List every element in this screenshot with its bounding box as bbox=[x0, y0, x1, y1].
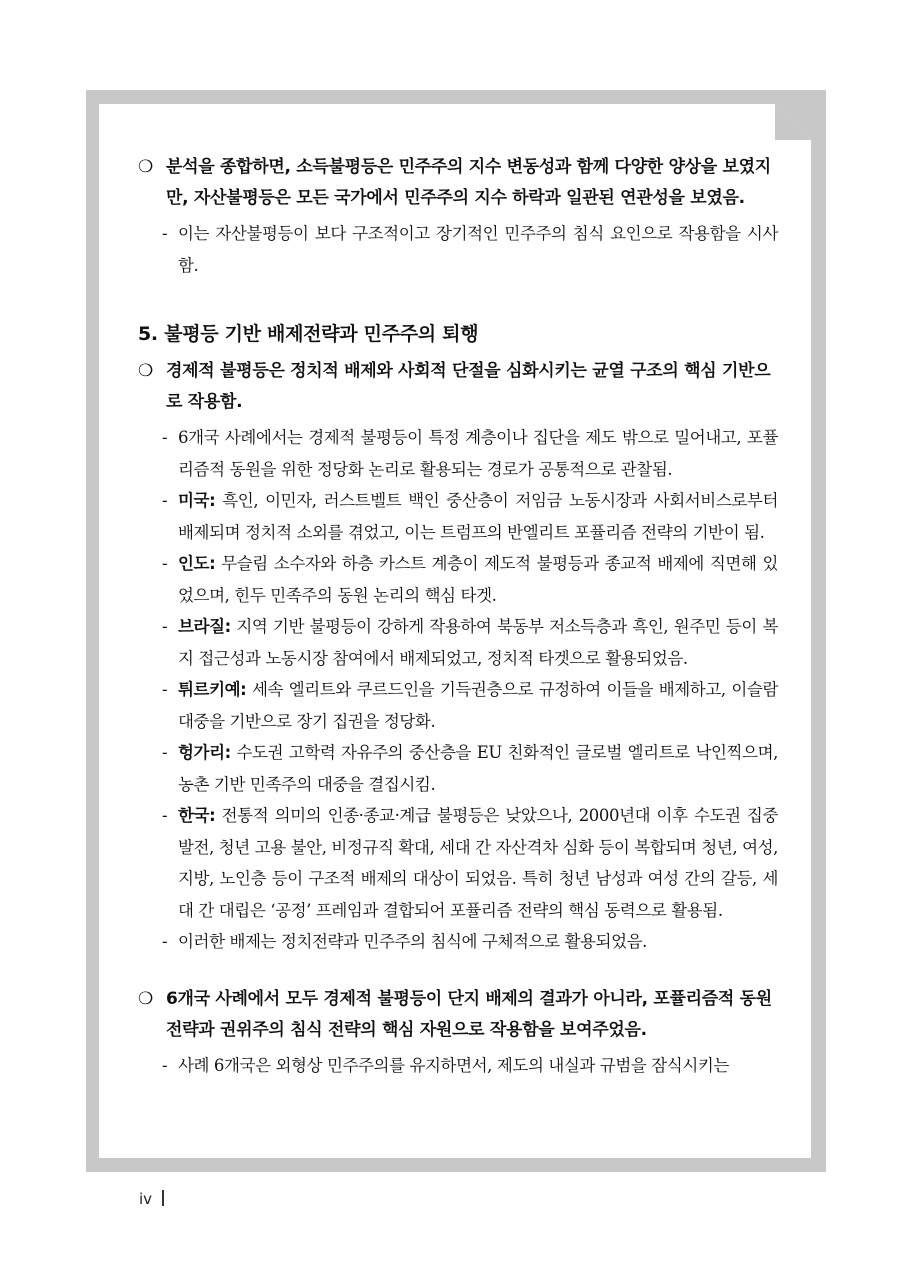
sub-point-hungary bbox=[162, 737, 778, 800]
dash-marker: - bbox=[162, 743, 168, 762]
section-heading: 5. 불평등 기반 배제전략과 민주주의 퇴행 bbox=[138, 323, 479, 345]
sub-text: 이러한 배제는 정치전략과 민주주의 침식에 구체적으로 활용되었음. bbox=[178, 932, 648, 951]
dash-marker: - bbox=[162, 491, 168, 510]
dash-marker: - bbox=[162, 428, 168, 447]
dash-marker: - bbox=[162, 224, 168, 243]
dash-marker: - bbox=[162, 1055, 168, 1075]
circle-bullet-icon: ❍ bbox=[138, 157, 153, 177]
sub-text: 수도권 고학력 자유주의 중산층을 EU 친화적인 글로벌 엘리트로 낙인찍으며, 농촌 기반 민족주의 대중을 결집시킴. bbox=[178, 743, 778, 794]
bullet-text: 분석을 종합하면, 소득불평등은 민주주의 지수 변동성과 함께 다양한 양상을 보였지만, 자산불평등은 모든 국가에서 민주주의 지수 하락과 일관된 연관성을 보였음. bbox=[166, 157, 771, 208]
sub-point-brazil bbox=[162, 611, 778, 674]
sub-point bbox=[162, 1050, 778, 1082]
bullet-text: 6개국 사례에서 모두 경제적 불평등이 단지 배제의 결과가 아니라, 포퓰리즘적 동원 전략과 권위주의 침식 전략의 핵심 자원으로 작용함을 보여주었음. bbox=[166, 988, 772, 1040]
dash-marker: - bbox=[162, 680, 168, 699]
sub-text: 전통적 의미의 인종·종교·계급 불평등은 낮았으나, 2000년대 이후 수도권 집중 발전, 청년 고용 불안, 비정규직 확대, 세대 간 자산격차 심화 등이 복합되며 청년, 여성, 지방, 노인층 등이 구조적 배제의 대상이 되었음. 특히 청년 남성과 여성 간의 갈등, 세대 간 대립은 ‘공정’ 프레임과 결합되어 포퓰리즘 전략의 핵심 동력으로 활용됨. bbox=[178, 806, 778, 920]
sub-text: 이는 자산불평등이 보다 구조적이고 장기적인 민주주의 침식 요인으로 작용함을 시사함. bbox=[178, 224, 778, 275]
dash-marker: - bbox=[162, 806, 168, 825]
country-label: 인도: bbox=[178, 554, 216, 573]
page-number: iv bbox=[139, 1190, 153, 1208]
country-label: 미국: bbox=[178, 491, 216, 510]
sub-text: 6개국 사례에서는 경제적 불평등이 특정 계층이나 집단을 제도 밖으로 밀어내고, 포퓰리즘적 동원을 위한 정당화 논리로 활용되는 경로가 공통적으로 관찰됨. bbox=[178, 428, 778, 479]
sub-point bbox=[162, 926, 778, 958]
sub-point-turkiye bbox=[162, 674, 778, 737]
country-label: 한국: bbox=[178, 806, 216, 825]
sub-point bbox=[162, 422, 778, 485]
circle-bullet-icon: ❍ bbox=[138, 988, 153, 1009]
bullet-point bbox=[138, 152, 778, 214]
dash-marker: - bbox=[162, 617, 168, 636]
bullet-point bbox=[138, 984, 778, 1046]
circle-bullet-icon: ❍ bbox=[138, 361, 153, 381]
sub-point bbox=[162, 218, 778, 281]
country-label: 헝가리: bbox=[178, 743, 231, 762]
document-body bbox=[138, 152, 778, 1081]
dash-marker: - bbox=[162, 932, 168, 951]
sub-text: 세속 엘리트와 쿠르드인을 기득권층으로 규정하여 이들을 배제하고, 이슬람 대중을 기반으로 장기 집권을 정당화. bbox=[178, 680, 778, 731]
sub-point-usa bbox=[162, 485, 778, 548]
sub-text: 흑인, 이민자, 러스트벨트 백인 중산층이 저임금 노동시장과 사회서비스로부터 배제되며 정치적 소외를 겪었고, 이는 트럼프의 반엘리트 포퓰리즘 전략의 기반이 됨. bbox=[178, 491, 778, 542]
sub-text: 무슬림 소수자와 하층 카스트 계층이 제도적 불평등과 종교적 배제에 직면해 있었으며, 힌두 민족주의 동원 논리의 핵심 타겟. bbox=[178, 554, 778, 605]
country-label: 튀르키예: bbox=[178, 680, 247, 699]
country-label: 브라질: bbox=[178, 617, 231, 636]
dash-marker: - bbox=[162, 554, 168, 573]
bullet-point bbox=[138, 356, 778, 418]
sub-text: 지역 기반 불평등이 강하게 작용하여 북동부 저소득층과 흑인, 원주민 등이 복지 접근성과 노동시장 참여에서 배제되었고, 정치적 타겟으로 활용되었음. bbox=[178, 617, 778, 668]
sub-point-korea bbox=[162, 800, 778, 926]
sub-text: 사례 6개국은 외형상 민주주의를 유지하면서, 제도의 내실과 규범을 잠식시키는 bbox=[178, 1055, 729, 1075]
footer-divider bbox=[162, 1190, 164, 1206]
sub-point-india bbox=[162, 548, 778, 611]
bullet-text: 경제적 불평등은 정치적 배제와 사회적 단절을 심화시키는 균열 구조의 핵심 기반으로 작용함. bbox=[166, 361, 771, 412]
page-footer bbox=[139, 1190, 164, 1208]
